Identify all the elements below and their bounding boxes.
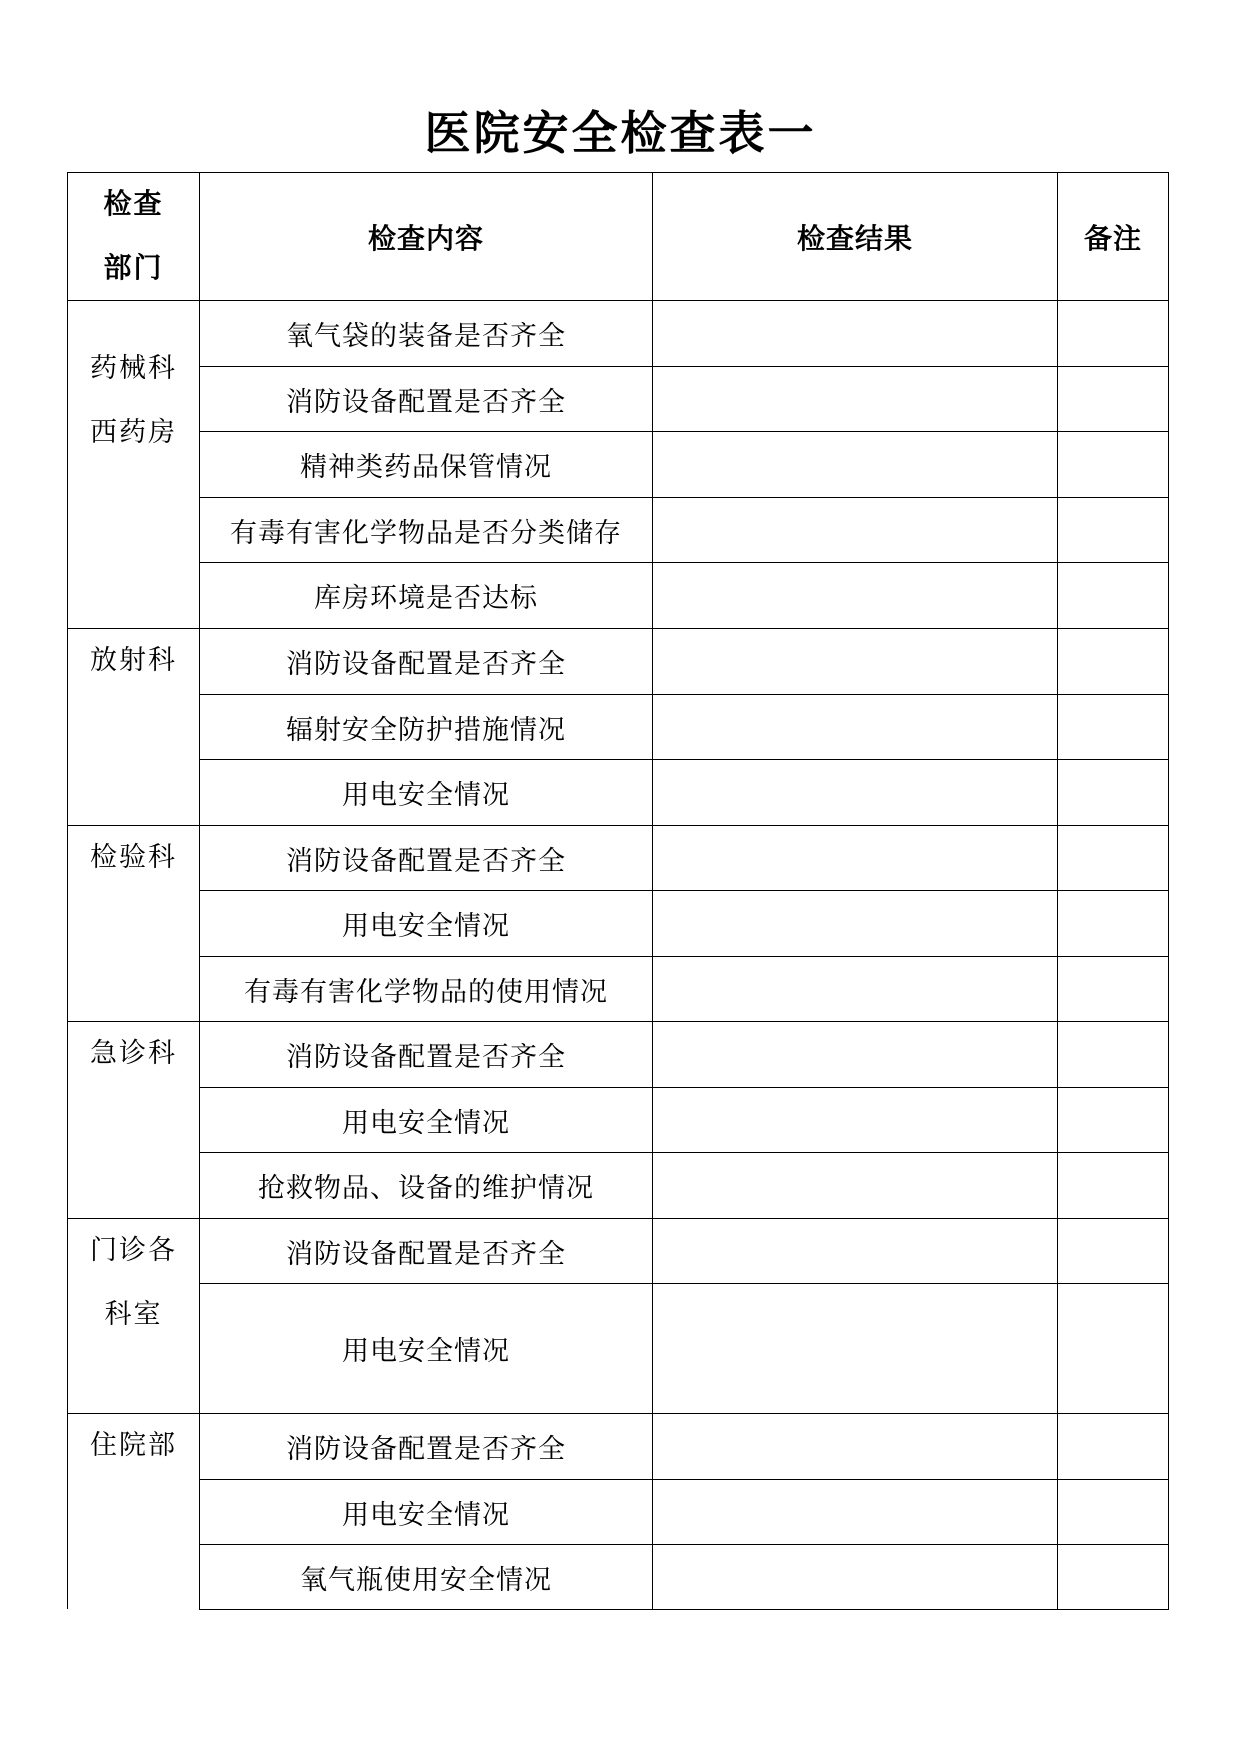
department-line: 科室 (104, 1299, 163, 1330)
department-cell (68, 1219, 199, 1347)
check-item: 用电安全情况 (342, 1336, 510, 1367)
department-cell (68, 1022, 199, 1086)
department-line: 住院部 (90, 1430, 177, 1461)
check-item: 用电安全情况 (342, 780, 510, 811)
header-department-line2: 部门 (103, 251, 164, 284)
check-item: 消防设备配置是否齐全 (286, 1238, 566, 1270)
check-item: 氧气瓶使用安全情况 (300, 1564, 552, 1596)
header-content: 检查内容 (367, 221, 484, 255)
check-item: 消防设备配置是否齐全 (286, 649, 566, 680)
check-item: 库房环境是否达标 (314, 583, 538, 614)
department-cell (68, 826, 199, 890)
check-item: 氧气袋的装备是否齐全 (286, 321, 566, 352)
check-item: 消防设备配置是否齐全 (286, 1042, 566, 1073)
check-item: 精神类药品保管情况 (300, 452, 552, 483)
header-department (68, 172, 199, 300)
department-cell (68, 629, 199, 693)
department-cell (68, 337, 199, 465)
department-line: 检验科 (90, 842, 177, 873)
page-title: 医院安全检查表一 (424, 106, 817, 160)
check-item: 用电安全情况 (342, 1107, 510, 1139)
header-result: 检查结果 (796, 221, 913, 255)
department-cell (68, 1414, 199, 1478)
department-line: 西药房 (90, 417, 177, 448)
check-item: 辐射安全防护措施情况 (286, 714, 566, 746)
check-item: 消防设备配置是否齐全 (286, 386, 566, 418)
header-department-line1: 检查 (103, 187, 164, 220)
check-item: 用电安全情况 (342, 911, 510, 942)
check-item: 消防设备配置是否齐全 (286, 845, 566, 877)
department-line: 急诊科 (90, 1038, 177, 1069)
department-line: 药械科 (90, 353, 177, 384)
check-item: 消防设备配置是否齐全 (286, 1434, 566, 1465)
check-item: 抢救物品、设备的维护情况 (258, 1173, 594, 1204)
header-remarks: 备注 (1083, 221, 1142, 255)
check-item: 用电安全情况 (342, 1499, 510, 1531)
department-line: 放射科 (90, 645, 177, 676)
check-item: 有毒有害化学物品的使用情况 (244, 976, 608, 1008)
department-line: 门诊各 (90, 1235, 177, 1266)
check-item: 有毒有害化学物品是否分类储存 (230, 517, 622, 549)
